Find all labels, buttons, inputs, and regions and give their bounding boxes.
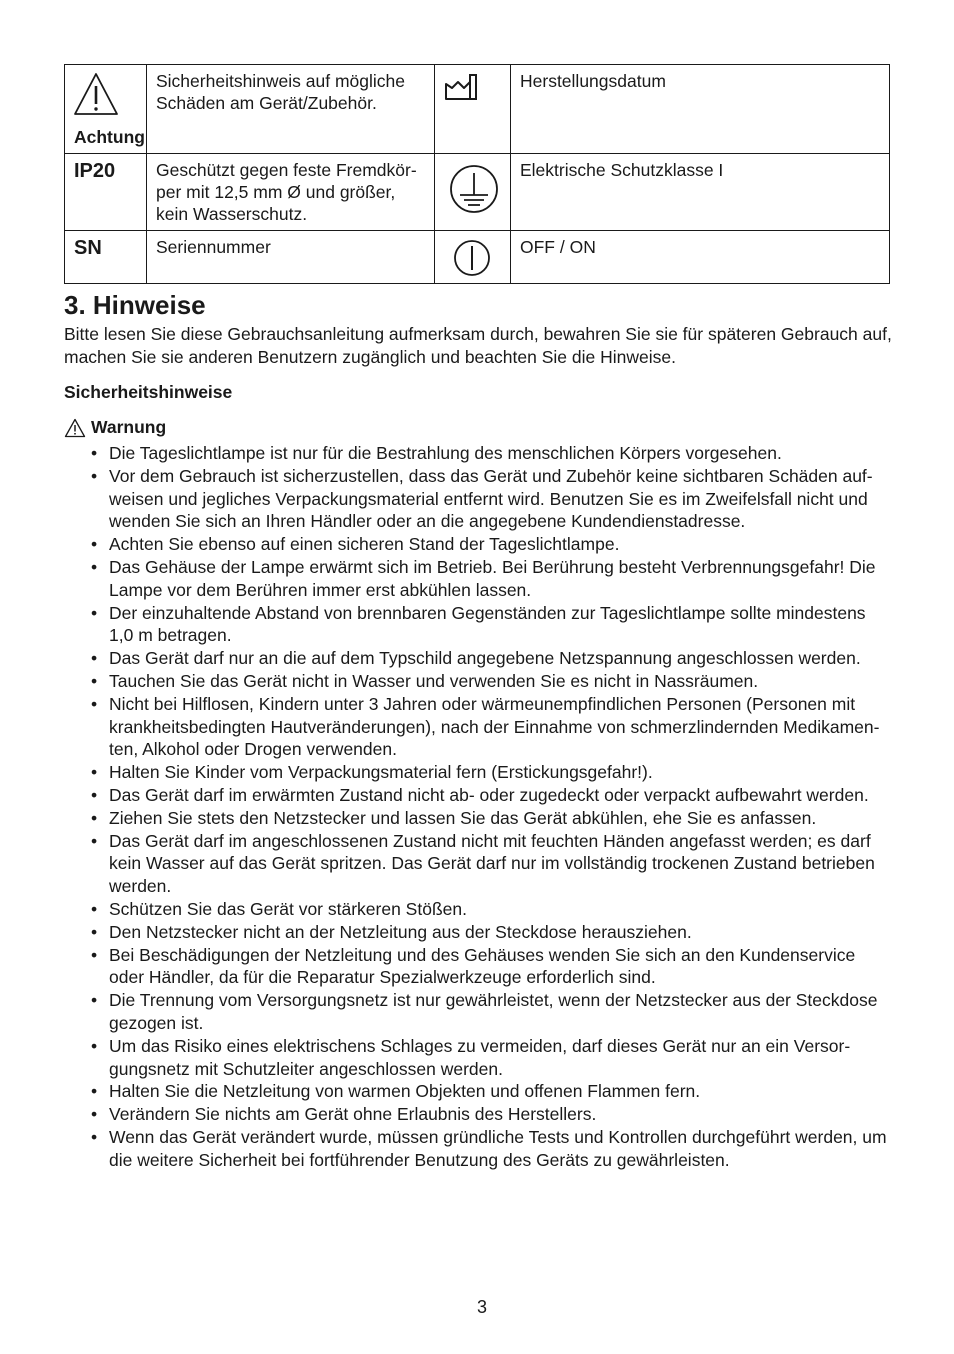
list-item: • Halten Sie Kinder vom Verpackungsmaterial fern (Erstickungsgefahr!). — [64, 761, 894, 784]
symbol-table — [64, 64, 890, 284]
symbol-row-ip20 — [65, 154, 890, 231]
section-title: 3. Hinweise — [64, 290, 206, 320]
list-item: • Achten Sie ebenso auf einen sicheren Stand der Tageslichtlampe. — [64, 533, 894, 556]
list-item: • Das Gerät darf nur an die auf dem Typschild angegebene Netzspannung angeschlossen werden. — [64, 647, 894, 670]
onoff-description: OFF / ON — [511, 231, 890, 284]
manufacture-date-icon — [444, 72, 478, 102]
list-item: • Der einzuhaltende Abstand von brennbaren Gegenständen zur Tageslichtlampe sollte mindestens 1,0 m betragen. — [64, 602, 894, 648]
list-item: • Ziehen Sie stets den Netzstecker und lassen Sie das Gerät abkühlen, ehe Sie es anfassen. — [64, 807, 894, 830]
warning-label: Warnung — [91, 417, 167, 437]
warning-heading — [64, 416, 166, 439]
warning-triangle-icon — [64, 418, 86, 438]
sn-code: SN — [65, 231, 147, 284]
list-item: • Das Gerät darf im angeschlossenen Zustand nicht mit feuchten Händen angefasst werden; es darf kein Wasser auf das Gerät spritzen. Das Gerät darf nur im vollständig trockenen Zustand betrieben werden. — [64, 830, 894, 898]
list-item: • Den Netzstecker nicht an der Netzleitung aus der Steckdose herausziehen. — [64, 921, 894, 944]
list-item: • Nicht bei Hilflosen, Kindern unter 3 Jahren oder wärmeunempfindlichen Personen (Personen mit krankheitsbedingten Hautveränderungen), nach der Einnahme von schmerzlindernden Medikamen-ten, Alkohol oder Drogen verwenden. — [64, 693, 894, 761]
section-intro: Bitte lesen Sie diese Gebrauchsanleitung aufmerksam durch, bewahren Sie sie für späteren Gebrauch auf, machen Sie sie anderen Benutzern zugänglich und beachten Sie die Hinweise. — [64, 324, 892, 367]
list-item: • Verändern Sie nichts am Gerät ohne Erlaubnis des Herstellers. — [64, 1103, 894, 1126]
onoff-symbol-cell — [435, 231, 511, 284]
achtung-label: Achtung — [74, 127, 145, 147]
achtung-description: Sicherheitshinweis auf mögliche Schäden am Gerät/Zubehör. — [147, 65, 435, 154]
safety-subheading: Sicherheitshinweise — [64, 382, 233, 402]
ip-code: IP20 — [65, 154, 147, 231]
ip-description: Geschützt gegen feste Fremdkör-per mit 12,5 mm Ø und größer, kein Wasserschutz. — [147, 154, 435, 231]
list-item: • Schützen Sie das Gerät vor stärkeren Stößen. — [64, 898, 894, 921]
list-item: • Halten Sie die Netzleitung von warmen Objekten und offenen Flammen fern. — [64, 1080, 894, 1103]
power-off-on-icon — [452, 238, 492, 278]
manufacture-description: Herstellungsdatum — [511, 65, 890, 154]
list-item: • Das Gerät darf im erwärmten Zustand nicht ab- oder zugedeckt oder verpackt aufbewahrt werden. — [64, 784, 894, 807]
list-item: • Vor dem Gebrauch ist sicherzustellen, dass das Gerät und Zubehör keine sichtbaren Schäden auf-weisen und jegliches Verpackungsmaterial entfernt wird. Benutzen Sie es im Zweifelsfall nicht und wenden Sie sich an Ihren Händler oder an die angegebene Kundendienstadresse. — [64, 465, 894, 533]
list-item: • Um das Risiko eines elektrischens Schlages zu vermeiden, darf dieses Gerät nur an ein Versor-gungsnetz mit Schutzleiter angeschlossen werden. — [64, 1035, 894, 1081]
protective-earth-icon — [448, 163, 500, 215]
manufacture-symbol-cell — [435, 65, 511, 154]
list-item: • Die Trennung vom Versorgungsnetz ist nur gewährleistet, wenn der Netzstecker aus der Steckdose gezogen ist. — [64, 989, 894, 1035]
sn-description: Seriennummer — [147, 231, 435, 284]
list-item: • Tauchen Sie das Gerät nicht in Wasser und verwenden Sie es nicht in Nassräumen. — [64, 670, 894, 693]
page-number: 3 — [476, 1297, 487, 1317]
safety-bullet-list — [64, 442, 894, 1172]
symbol-row-achtung — [65, 65, 890, 154]
list-item: • Wenn das Gerät verändert wurde, müssen gründliche Tests und Kontrollen durchgeführt werden, um die weitere Sicherheit bei fortführender Benutzung des Geräts zu gewährleisten. — [64, 1126, 894, 1172]
symbol-row-sn — [65, 231, 890, 284]
class1-description: Elektrische Schutzklasse I — [511, 154, 890, 231]
class1-symbol-cell — [435, 154, 511, 231]
list-item: • Bei Beschädigungen der Netzleitung und des Gehäuses wenden Sie sich an den Kundenservice oder Händler, da für die Reparatur Spezialwerkzeuge erforderlich sind. — [64, 944, 894, 990]
list-item: • Das Gehäuse der Lampe erwärmt sich im Betrieb. Bei Berührung besteht Verbrennungsgefahr! Die Lampe vor dem Berühren immer erst abkühlen lassen. — [64, 556, 894, 602]
list-item: • Die Tageslichtlampe ist nur für die Bestrahlung des menschlichen Körpers vorgesehen. — [64, 442, 894, 465]
warning-triangle-icon — [73, 71, 119, 117]
achtung-symbol-cell — [65, 65, 147, 154]
